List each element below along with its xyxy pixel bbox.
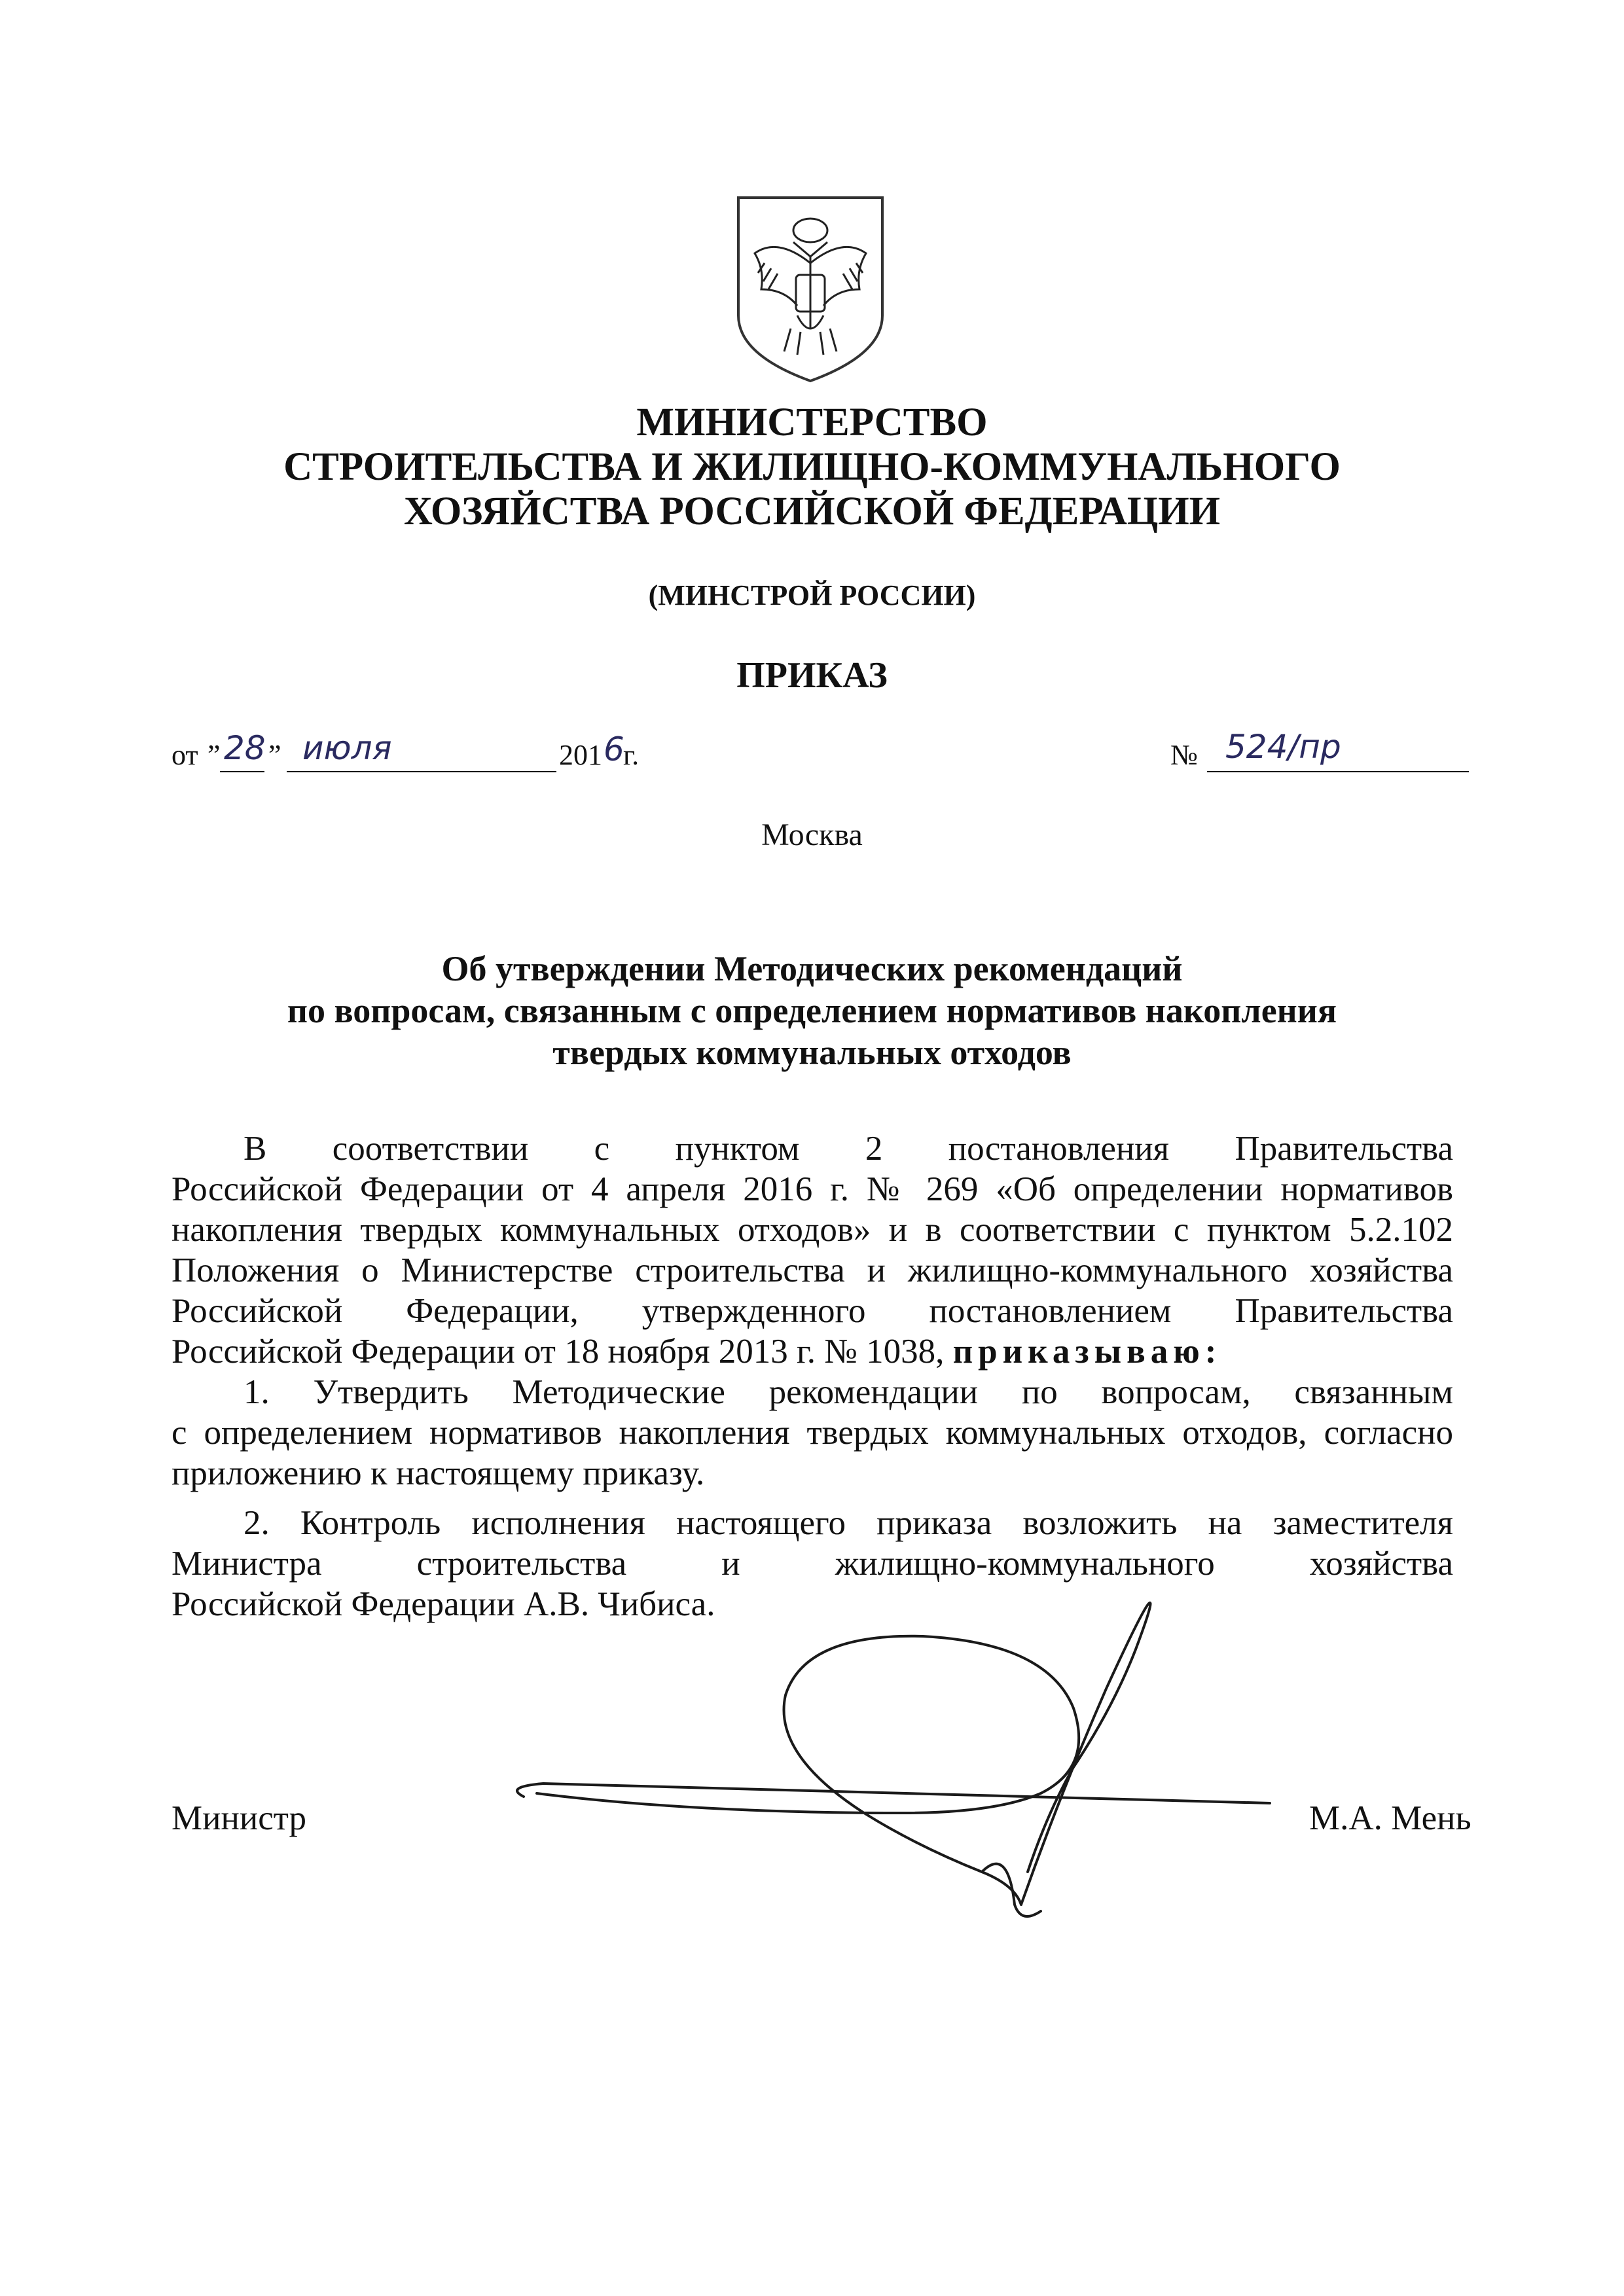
subject-line: по вопросам, связанным с определением нормативов накопления <box>287 991 1337 1030</box>
order-date: от ” 28 ” июля 201 6 г. <box>171 729 640 771</box>
signatory-title: Министр <box>171 1799 307 1837</box>
order-number <box>1170 728 1471 779</box>
number-value: 524/пр <box>1225 728 1341 766</box>
ministry-name <box>0 401 1624 534</box>
ministry-line: МИНИСТЕРСТВО <box>636 401 988 444</box>
subject-line: твердых коммунальных отходов <box>552 1033 1072 1072</box>
signatory-name: М.А. Мень <box>1309 1799 1471 1837</box>
body-line: Российской Федерации от 4 апреля 2016 г. № 269 «Об определении нормативов <box>171 1170 1453 1208</box>
body-text: Российской Федерации от 18 ноября 2013 г. № 1038, <box>171 1333 945 1371</box>
ministry-line: СТРОИТЕЛЬСТВА И ЖИЛИЩНО-КОММУНАЛЬНОГО <box>283 445 1341 489</box>
date-prefix: от <box>171 739 198 771</box>
body-line: 1. Утвердить Методические рекомендации по вопросам, связанным <box>244 1373 1453 1411</box>
body-line: Положения о Министерстве строительства и жилищно-коммунального хозяйства <box>171 1251 1453 1289</box>
document-type: ПРИКАЗ <box>736 655 888 696</box>
date-day: 28 <box>224 729 266 767</box>
body-line: Российской Федерации, утвержденного постановлением Правительства <box>171 1292 1453 1330</box>
body-line: накопления твердых коммунальных отходов» и в соответствии с пунктом 5.2.102 <box>171 1211 1453 1249</box>
city: Москва <box>761 817 863 852</box>
body-line: Российской Федерации А.В. Чибиса. <box>171 1585 715 1623</box>
body-line: Министра строительства и жилищно-коммунального хозяйства <box>171 1545 1453 1583</box>
order-verb: приказываю: <box>952 1333 1222 1371</box>
date-suffix: г. <box>623 739 640 771</box>
date-year-prefix: 201 <box>559 739 602 771</box>
subject-line: Об утверждении Методических рекомендаций <box>441 949 1183 988</box>
ministry-short-name: (МИНСТРОЙ РОССИИ) <box>648 579 976 611</box>
ministry-line: ХОЗЯЙСТВА РОССИЙСКОЙ ФЕДЕРАЦИИ <box>403 490 1221 533</box>
body-line: В соответствии с пунктом 2 постановления Правительства <box>244 1130 1453 1168</box>
handwritten-signature-icon <box>497 1597 1348 1937</box>
coat-of-arms-icon <box>725 191 895 387</box>
body-line: с определением нормативов накопления твердых коммунальных отходов, согласно <box>171 1414 1453 1452</box>
body-line <box>171 1331 1453 1372</box>
date-month: июля <box>302 729 392 767</box>
number-prefix: № <box>1170 739 1198 771</box>
body-line: приложению к настоящему приказу. <box>171 1454 705 1492</box>
body-line: 2. Контроль исполнения настоящего приказа возложить на заместителя <box>244 1504 1453 1542</box>
order-subject <box>0 948 1624 1073</box>
date-year-digit: 6 <box>604 730 624 768</box>
